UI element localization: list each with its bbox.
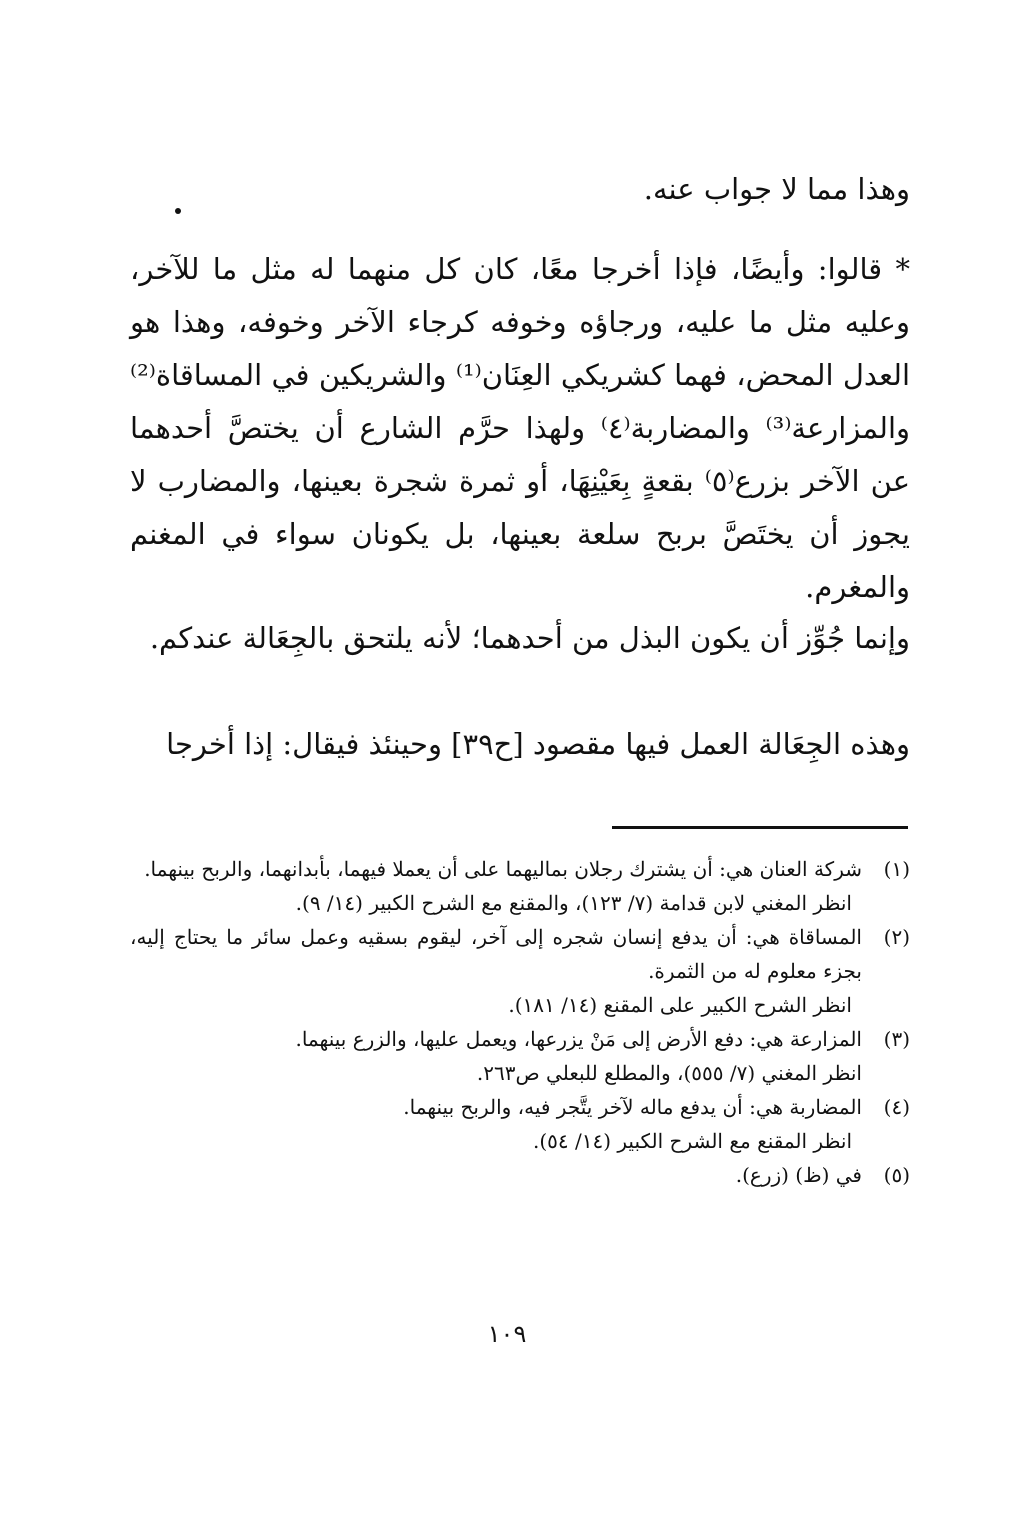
footnote-body bbox=[130, 1022, 862, 1090]
paragraph-text: وهذه الجِعَالة العمل فيها مقصود [ح٣٩] وحينئذ فيقال: إذا أخرجا bbox=[166, 727, 910, 761]
footnote-body bbox=[130, 852, 862, 920]
paragraph-1 bbox=[130, 163, 910, 216]
paragraph-text: وهذا مما لا جواب عنه. bbox=[643, 172, 910, 206]
page-number: ١٠٩ bbox=[487, 1320, 527, 1348]
footnote-separator bbox=[612, 826, 908, 829]
paragraph-4 bbox=[130, 718, 910, 771]
footnote-1 bbox=[130, 852, 910, 920]
footnote-text: شركة العنان هي: أن يشترك رجلان بماليهما على أن يعملا فيهما، بأبدانهما، والربح بينهما. bbox=[144, 857, 862, 881]
footnote-reference: انظر المغني (٧/ ٥٥٥)، والمطلع للبعلي ص٢٦٣. bbox=[476, 1061, 862, 1085]
paragraph-text: وإنما جُوِّز أن يكون البذل من أحدهما؛ لأنه يلتحق بالجِعَالة عندكم. bbox=[149, 621, 910, 655]
footnote-number: (٢) bbox=[883, 925, 910, 949]
footnote-reference: انظر الشرح الكبير على المقنع (١٤/ ١٨١). bbox=[508, 993, 852, 1017]
footnote-number: (٥) bbox=[883, 1163, 910, 1187]
paragraph-2 bbox=[130, 243, 910, 614]
paragraph-text: * قالوا: وأيضًا، فإذا أخرجا معًا، كان كل منهما له مثل ما للآخر، وعليه مثل ما عليه، ورجاؤه وخوفه كرجاء الآخر وخوفه، وهذا هو العدل المحض، فهما كشريكي العِنَان⁽¹⁾ والشريكين في المساقاة⁽²⁾ والمزارعة⁽³⁾ والمضاربة⁽٤⁾ ولهذا حرَّم الشارع أن يختصَّ أحدهما عن الآخر بزرع⁽٥⁾ بقعةٍ بِعَيْنِهَا، أو ثمرة شجرة بعينها، والمضارب لا يجوز أن يختَصَّ بربح سلعة بعينها، بل يكونان سواء في المغنم والمغرم. bbox=[130, 252, 911, 604]
footnote-2 bbox=[130, 920, 910, 1022]
footnote-body bbox=[130, 1158, 862, 1192]
footnote-reference: انظر المقنع مع الشرح الكبير (١٤/ ٥٤). bbox=[532, 1129, 852, 1153]
footnote-body bbox=[130, 920, 862, 1022]
paragraph-3 bbox=[130, 612, 910, 665]
footnote-text: المزارعة هي: دفع الأرض إلى مَنْ يزرعها، ويعمل عليها، والزرع بينهما. bbox=[295, 1027, 862, 1051]
footnote-text: المساقاة هي: أن يدفع إنسان شجره إلى آخر، ليقوم بسقيه وعمل سائر ما يحتاج إليه، بجزء معلوم له من الثمرة. bbox=[130, 925, 862, 983]
footnote-4 bbox=[130, 1090, 910, 1158]
footnote-number: (٤) bbox=[883, 1095, 910, 1119]
footnote-text: في (ظ) (زرع). bbox=[735, 1163, 862, 1187]
footnote-body bbox=[130, 1090, 862, 1158]
footnote-3 bbox=[130, 1022, 910, 1090]
footnote-number: (١) bbox=[883, 857, 910, 881]
footnote-5 bbox=[130, 1158, 910, 1192]
ink-dot bbox=[175, 208, 181, 214]
footnote-reference: انظر المغني لابن قدامة (٧/ ١٢٣)، والمقنع مع الشرح الكبير (١٤/ ٩). bbox=[295, 891, 852, 915]
footnotes bbox=[130, 852, 910, 1192]
footnote-number: (٣) bbox=[883, 1027, 910, 1051]
footnote-text: المضاربة هي: أن يدفع ماله لآخر يتَّجر فيه، والربح بينهما. bbox=[403, 1095, 862, 1119]
